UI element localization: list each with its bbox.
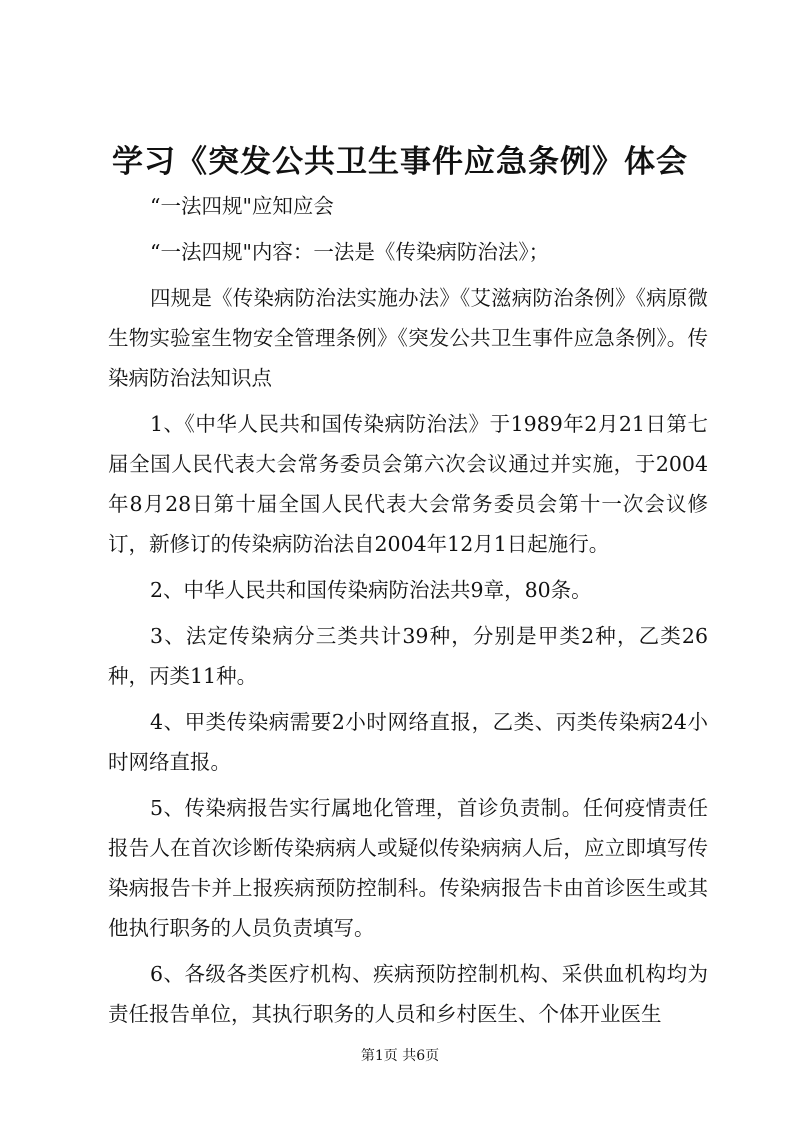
document-body bbox=[108, 186, 708, 1034]
page-number: 第1页 共6页 bbox=[360, 1048, 440, 1064]
paragraph-point-3: 3、法定传染病分三类共计39种，分别是甲类2种，乙类26种，丙类11种。 bbox=[108, 624, 708, 688]
paragraph-point-6: 6、各级各类医疗机构、疾病预防控制机构、采供血机构均为责任报告单位，其执行职务的人员和乡村医生、个体开业医生 bbox=[108, 962, 708, 1026]
paragraph-point-2: 2、中华人民共和国传染病防治法共9章，80条。 bbox=[150, 578, 592, 602]
paragraph-sigui-list: 四规是《传染病防治法实施办法》《艾滋病防治条例》《病原微生物实验室生物安全管理条例》《突发公共卫生事件应急条例》。传染病防治法知识点 bbox=[108, 286, 708, 390]
paragraph-yifa-sigui-heading: “一法四规"应知应会 bbox=[150, 194, 334, 218]
paragraph-yifa-sigui-content: “一法四规"内容：一法是《传染病防治法》； bbox=[150, 240, 550, 264]
paragraph-point-4: 4、甲类传染病需要2小时网络直报，乙类、丙类传染病24小时网络直报。 bbox=[108, 710, 708, 774]
paragraph-point-5: 5、传染病报告实行属地化管理，首诊负责制。任何疫情责任报告人在首次诊断传染病病人或疑似传染病病人后，应立即填写传染病报告卡并上报疾病预防控制科。传染病报告卡由首诊医生或其他执行职务的人员负责填写。 bbox=[108, 796, 708, 940]
paragraph-point-1: 1、《中华人民共和国传染病防治法》于1989年2月21日第七届全国人民代表大会常务委员会第六次会议通过并实施，于2004年8月28日第十届全国人民代表大会常务委员会第十一次会议修订，新修订的传染病防治法自2004年12月1日起施行。 bbox=[108, 412, 708, 556]
document-title: 学习《突发公共卫生事件应急条例》体会 bbox=[112, 144, 688, 180]
